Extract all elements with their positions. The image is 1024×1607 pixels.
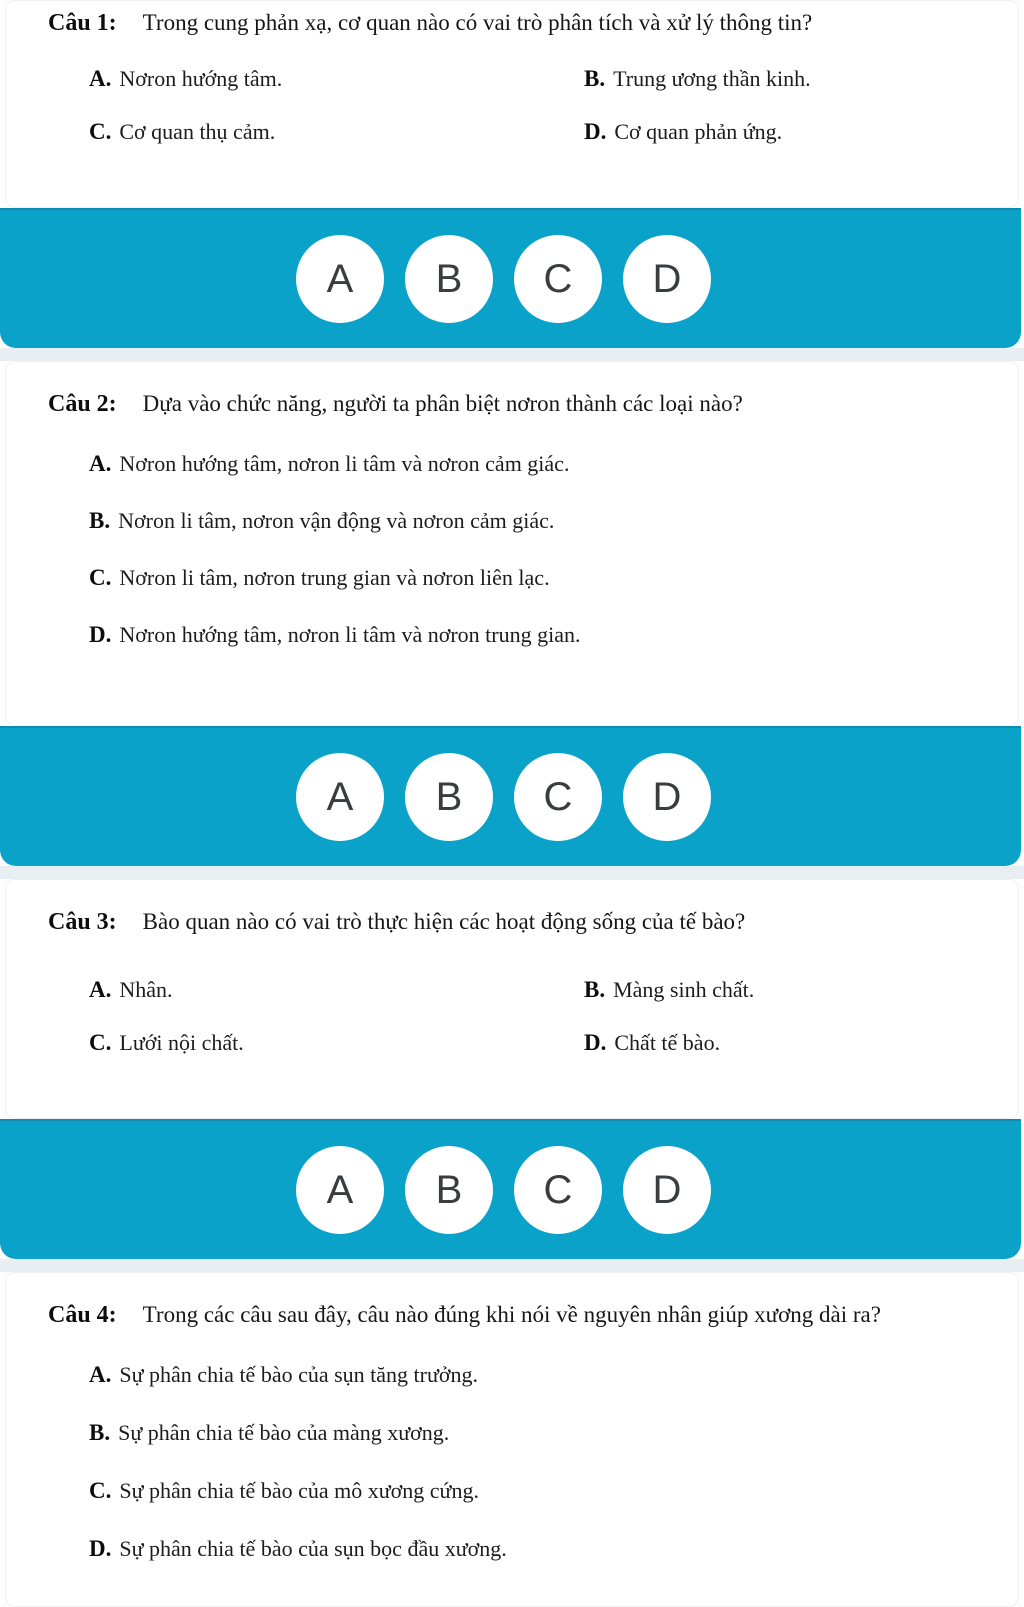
option-d bbox=[584, 1027, 998, 1059]
option-a bbox=[89, 448, 998, 480]
option-b-text: Màng sinh chất. bbox=[613, 977, 755, 1002]
choice-a-button[interactable]: A bbox=[296, 235, 384, 323]
option-d-letter: D. bbox=[584, 1030, 607, 1055]
choice-d-button[interactable]: D bbox=[623, 1146, 711, 1234]
option-d-text: Nơron hướng tâm, nơron li tâm và nơron trung gian. bbox=[119, 622, 581, 647]
option-a-text: Nhân. bbox=[119, 977, 173, 1002]
option-c bbox=[89, 562, 998, 594]
option-c bbox=[89, 1475, 998, 1507]
option-b-text: Trung ương thần kinh. bbox=[613, 66, 811, 91]
question-4-title bbox=[6, 1299, 1018, 1331]
option-a-text: Nơron hướng tâm, nơron li tâm và nơron cảm giác. bbox=[119, 451, 570, 476]
option-a-letter: A. bbox=[89, 977, 112, 1002]
choice-b-button[interactable]: B bbox=[405, 1146, 493, 1234]
option-d-text: Chất tế bào. bbox=[614, 1030, 721, 1055]
section-divider bbox=[0, 348, 1024, 361]
option-a-text: Sự phân chia tế bào của sụn tăng trưởng. bbox=[119, 1362, 479, 1387]
option-c bbox=[89, 1027, 584, 1059]
option-a bbox=[89, 1359, 998, 1391]
option-c-text: Sự phân chia tế bào của mô xương cứng. bbox=[119, 1478, 479, 1503]
option-b-text: Sự phân chia tế bào của màng xương. bbox=[118, 1420, 450, 1445]
option-b bbox=[89, 505, 998, 537]
option-c-letter: C. bbox=[89, 1478, 112, 1503]
question-4-label: Câu 4: bbox=[48, 1302, 117, 1328]
choice-a-button[interactable]: A bbox=[296, 1146, 384, 1234]
question-2-text: Dựa vào chức năng, người ta phân biệt nơron thành các loại nào? bbox=[142, 391, 743, 416]
option-c-text: Nơron li tâm, nơron trung gian và nơron liên lạc. bbox=[119, 565, 550, 590]
question-2-title bbox=[6, 388, 1018, 420]
answer-bar-question-1 bbox=[0, 208, 1021, 348]
option-b-text: Nơron li tâm, nơron vận động và nơron cảm giác. bbox=[118, 508, 555, 533]
choice-c-button[interactable]: C bbox=[514, 1146, 602, 1234]
answer-bar-question-2 bbox=[0, 726, 1021, 866]
question-card-1 bbox=[5, 0, 1019, 208]
question-1-text: Trong cung phản xạ, cơ quan nào có vai trò phân tích và xử lý thông tin? bbox=[142, 10, 813, 35]
question-2-options bbox=[6, 448, 1018, 651]
question-4-options bbox=[6, 1359, 1018, 1565]
option-d-letter: D. bbox=[584, 119, 607, 144]
question-3-label: Câu 3: bbox=[48, 909, 117, 935]
option-a-letter: A. bbox=[89, 451, 112, 476]
option-c-letter: C. bbox=[89, 1030, 112, 1055]
option-d bbox=[584, 116, 998, 148]
option-c-text: Lưới nội chất. bbox=[119, 1030, 244, 1055]
option-a-letter: A. bbox=[89, 66, 112, 91]
choice-c-button[interactable]: C bbox=[514, 753, 602, 841]
question-4-text: Trong các câu sau đây, câu nào đúng khi nói về nguyên nhân giúp xương dài ra? bbox=[142, 1302, 881, 1327]
option-c-text: Cơ quan thụ cảm. bbox=[119, 119, 276, 144]
question-2-label: Câu 2: bbox=[48, 391, 117, 417]
question-3-title bbox=[6, 906, 1018, 938]
choice-b-button[interactable]: B bbox=[405, 753, 493, 841]
option-d bbox=[89, 1533, 998, 1565]
question-1-title bbox=[6, 7, 1018, 39]
choice-d-button[interactable]: D bbox=[623, 753, 711, 841]
option-c-letter: C. bbox=[89, 119, 112, 144]
option-c bbox=[89, 116, 584, 148]
option-b-letter: B. bbox=[584, 977, 606, 1002]
choice-b-button[interactable]: B bbox=[405, 235, 493, 323]
option-a-letter: A. bbox=[89, 1362, 112, 1387]
option-b bbox=[584, 974, 998, 1006]
option-b-letter: B. bbox=[89, 508, 111, 533]
option-d-text: Cơ quan phản ứng. bbox=[614, 119, 783, 144]
section-divider bbox=[0, 1259, 1024, 1272]
option-b-letter: B. bbox=[584, 66, 606, 91]
option-b bbox=[584, 63, 998, 95]
option-d-text: Sự phân chia tế bào của sụn bọc đầu xương. bbox=[119, 1536, 507, 1561]
option-c-letter: C. bbox=[89, 565, 112, 590]
choice-a-button[interactable]: A bbox=[296, 753, 384, 841]
question-card-2 bbox=[5, 361, 1019, 726]
question-3-options bbox=[6, 974, 1018, 1059]
option-a bbox=[89, 63, 584, 95]
option-d-letter: D. bbox=[89, 622, 112, 647]
question-3-text: Bào quan nào có vai trò thực hiện các hoạt động sống của tế bào? bbox=[142, 909, 746, 934]
option-d-letter: D. bbox=[89, 1536, 112, 1561]
option-b bbox=[89, 1417, 998, 1449]
option-a bbox=[89, 974, 584, 1006]
choice-d-button[interactable]: D bbox=[623, 235, 711, 323]
question-card-3 bbox=[5, 879, 1019, 1119]
option-d bbox=[89, 619, 998, 651]
answer-bar-question-3 bbox=[0, 1119, 1021, 1259]
section-divider bbox=[0, 866, 1024, 879]
question-1-options bbox=[6, 63, 1018, 148]
question-card-4 bbox=[5, 1272, 1019, 1607]
choice-c-button[interactable]: C bbox=[514, 235, 602, 323]
question-1-label: Câu 1: bbox=[48, 10, 117, 36]
option-a-text: Nơron hướng tâm. bbox=[119, 66, 283, 91]
option-b-letter: B. bbox=[89, 1420, 111, 1445]
